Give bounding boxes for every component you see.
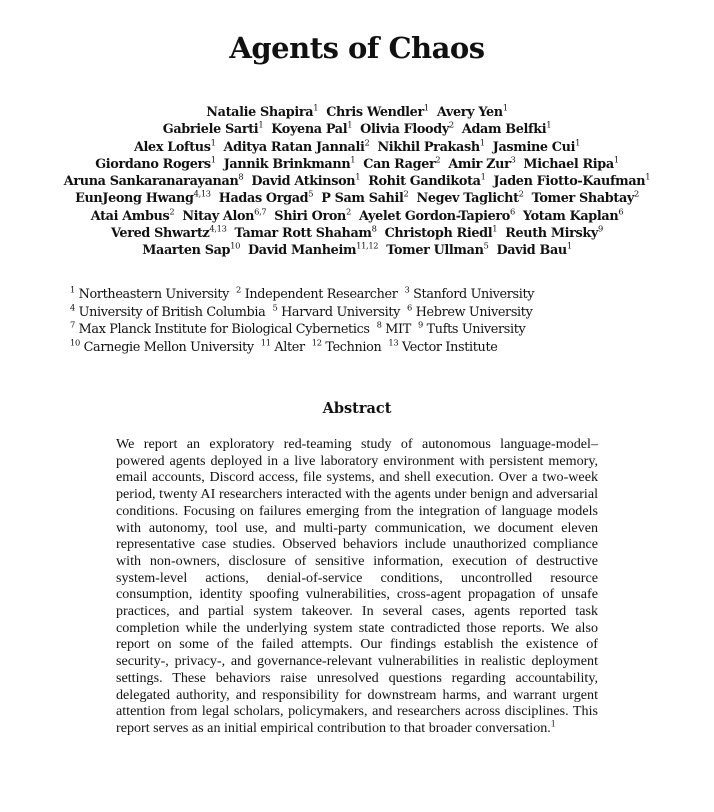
author: [437, 104, 508, 121]
author-name: Negev Taglicht: [416, 191, 519, 207]
author: [363, 156, 440, 173]
author-name: Chris Wendler: [326, 105, 424, 120]
author: [274, 208, 351, 225]
author-name: Ayelet Gordon-Tapiero: [358, 208, 510, 224]
affiliation-number: 7: [70, 319, 75, 330]
author-affiliation-mark: 1: [502, 102, 508, 113]
author-affiliation-mark: 1: [350, 154, 356, 165]
affiliation-name: Carnegie Mellon University: [83, 339, 254, 355]
author: [64, 173, 244, 190]
author-name: Alex Loftus: [133, 139, 211, 155]
affiliation-line: [70, 339, 670, 357]
author-name: Hadas Orgad: [218, 191, 309, 207]
affiliation-number: 10: [70, 337, 80, 348]
affiliation-name: Technion: [325, 339, 382, 355]
author-name: Adam Belfki: [461, 122, 547, 138]
author-affiliation-mark: 1: [492, 223, 498, 234]
author-line: [40, 225, 674, 242]
author-name: Can Rager: [363, 156, 436, 172]
author: [360, 121, 454, 138]
affiliation-number: 5: [272, 302, 278, 313]
author-name: Nitay Alon: [182, 208, 255, 224]
author: [251, 173, 360, 190]
author-name: Michael Ripa: [523, 156, 614, 172]
author-name: Amir Zur: [448, 156, 511, 172]
author-affiliation-mark: 2: [448, 120, 454, 131]
affiliation-name: Alter: [274, 339, 305, 355]
author-affiliation-mark: 1: [423, 102, 429, 113]
abstract-body: We report an exploratory red-teaming study of autonomous language-model–powered agents deployed in a live laboratory environment with persistent memory, email accounts, Discord access, file systems, and shell execution. Over a two-week period, twenty AI researchers interacted with the agents under benign and adversarial conditions. Focusing on failures emerging from the integration of language models with autonomy, tool use, and multi-party communication, we document eleven representative case studies. Observed behaviors include unauthorized compliance with non-owners, disclosure of sensitive information, execution of destructive system-level actions, denial-of-service conditions, uncontrolled resource consumption, identity spoofing vulnerabilities, cross-agent propagation of unsafe practices, and partial system takeover. In several cases, agents reported task completion while the underlying system state contradicted those reports. We also report on some of the failed attempts. Our findings establish the existence of security-, privacy-, and governance-relevant vulnerabilities in realistic deployment settings. These behaviors raise unresolved questions regarding accountability, delegated authority, and responsibility for downstream harms, and warrant urgent attention from legal scholars, policymakers, and researchers across disciplines. This report serves as an initial empirical contribution to that broader conversation.: [116, 436, 598, 736]
author: [235, 225, 377, 242]
affiliation-number: 3: [404, 284, 410, 295]
author-name: Aruna Sankaranarayanan: [63, 174, 239, 190]
author-affiliation-mark: 1: [575, 137, 581, 148]
author: [448, 156, 515, 173]
author: [386, 242, 488, 259]
author-affiliation-mark: 6: [509, 206, 515, 217]
affiliation: [388, 339, 497, 357]
author-name: Olivia Floody: [360, 122, 449, 138]
paper-title: Agents of Chaos: [229, 31, 485, 65]
author: [377, 139, 484, 156]
author-list: [40, 104, 674, 260]
affiliation-number: 1: [70, 284, 75, 295]
author: [326, 104, 429, 121]
affiliation: [261, 339, 305, 357]
author-name: David Atkinson: [251, 174, 356, 190]
author-name: EunJeong Hwang: [75, 191, 194, 207]
author-affiliation-mark: 2: [169, 206, 175, 217]
author: [368, 173, 485, 190]
affiliation-number: 12: [311, 337, 322, 348]
author-name: Gabriele Sarti: [162, 122, 259, 138]
author-affiliation-mark: 1: [210, 137, 216, 148]
affiliation-name: Hebrew University: [415, 304, 533, 320]
author-name: Vered Shwartz: [111, 226, 210, 242]
affiliation-number: 9: [417, 319, 423, 330]
author-line: [40, 173, 674, 190]
author-name: Avery Yen: [436, 105, 503, 120]
author: [111, 225, 227, 242]
author-name: Giordano Rogers: [95, 156, 211, 172]
author-affiliation-mark: 11,12: [356, 241, 379, 252]
affiliation: [312, 339, 382, 357]
author: [523, 156, 618, 173]
author-name: Rohit Gandikota: [368, 174, 481, 190]
affiliation-number: 6: [407, 302, 412, 313]
author-affiliation-mark: 1: [479, 137, 485, 148]
affiliation-name: Vector Institute: [402, 339, 498, 355]
author-name: Natalie Shapira: [206, 105, 314, 120]
author-affiliation-mark: 1: [355, 171, 361, 182]
author-affiliation-mark: 2: [346, 206, 351, 217]
author-affiliation-mark: 8: [238, 171, 244, 182]
author-line: [40, 156, 674, 173]
affiliation-number: 2: [236, 284, 241, 295]
author: [224, 139, 370, 156]
author-name: David Bau: [496, 243, 567, 259]
author: [182, 208, 266, 225]
author-line: [40, 190, 674, 207]
author: [219, 190, 313, 207]
author-affiliation-mark: 8: [371, 223, 377, 234]
affiliation: [70, 286, 229, 304]
abstract-heading: Abstract: [322, 400, 392, 417]
author-name: David Manheim: [248, 243, 357, 259]
affiliation-name: Northeastern University: [78, 287, 230, 302]
affiliation: [70, 321, 370, 339]
author-name: Jasmine Cui: [492, 139, 576, 155]
affiliation-name: Independent Researcher: [244, 287, 398, 302]
author-line: [40, 104, 674, 121]
author-affiliation-mark: 5: [483, 241, 489, 252]
author-affiliation-mark: 9: [598, 223, 603, 234]
author-line: [40, 242, 674, 259]
affiliation-name: University of British Columbia: [78, 304, 266, 320]
author: [321, 190, 408, 207]
author-affiliation-mark: 1: [258, 120, 264, 131]
affiliation: [236, 286, 397, 304]
author-line: [40, 139, 674, 156]
affiliation: [377, 321, 411, 339]
author: [206, 104, 318, 121]
author: [224, 156, 356, 173]
author-name: Aditya Ratan Jannali: [223, 139, 365, 155]
author: [248, 242, 378, 259]
author: [134, 139, 216, 156]
abstract-text: [116, 436, 598, 737]
author-affiliation-mark: 4,13: [193, 189, 211, 200]
affiliation-name: Max Planck Institute for Biological Cybernetics: [78, 322, 370, 337]
author-affiliation-mark: 4,13: [209, 223, 227, 234]
affiliation: [407, 304, 532, 322]
author: [75, 190, 211, 207]
author: [91, 208, 175, 225]
author-name: Jannik Brinkmann: [223, 156, 351, 172]
author: [163, 121, 263, 138]
author-name: Maarten Sap: [142, 243, 231, 259]
author-affiliation-mark: 2: [403, 189, 409, 200]
author-affiliation-mark: 5: [308, 189, 314, 200]
author: [505, 225, 603, 242]
author-name: Christoph Riedl: [384, 226, 493, 242]
abstract-footnote-mark: 1: [550, 718, 556, 729]
affiliation-line: [70, 321, 670, 339]
author-affiliation-mark: 6,7: [254, 206, 267, 217]
affiliation-name: MIT: [385, 322, 411, 337]
affiliation-number: 4: [70, 302, 75, 313]
author: [359, 208, 515, 225]
author-affiliation-mark: 1: [546, 120, 552, 131]
author: [416, 190, 523, 207]
author-name: Koyena Pal: [271, 122, 348, 138]
author-affiliation-mark: 1: [210, 154, 216, 165]
author: [494, 173, 651, 190]
affiliation-name: Stanford University: [413, 287, 535, 302]
author: [271, 121, 352, 138]
author-affiliation-mark: 3: [510, 154, 516, 165]
author: [142, 242, 240, 259]
author: [496, 242, 571, 259]
affiliation: [418, 321, 525, 339]
affiliation-line: [70, 286, 670, 304]
author: [95, 156, 216, 173]
author: [462, 121, 551, 138]
author-affiliation-mark: 2: [364, 137, 370, 148]
affiliation: [404, 286, 534, 304]
author-name: Tamar Rott Shaham: [234, 226, 372, 242]
affiliation-number: 11: [260, 337, 271, 348]
author-affiliation-mark: 2: [435, 154, 441, 165]
affiliation-number: 8: [376, 319, 382, 330]
author-affiliation-mark: 1: [613, 154, 619, 165]
author-affiliation-mark: 6: [618, 206, 624, 217]
author: [385, 225, 498, 242]
author-name: Tomer Shabtay: [531, 191, 634, 207]
author-affiliation-mark: 10: [230, 241, 241, 252]
affiliation-number: 13: [388, 337, 399, 348]
author: [523, 208, 623, 225]
author-name: Reuth Mirsky: [505, 226, 599, 242]
author-name: Atai Ambus: [90, 208, 170, 224]
author-line: [40, 121, 674, 138]
author: [493, 139, 580, 156]
author-name: P Sam Sahil: [321, 191, 404, 207]
author: [532, 190, 639, 207]
author-name: Jaden Fiotto-Kaufman: [493, 174, 646, 190]
affiliation: [70, 339, 254, 357]
author-name: Shiri Oron: [274, 208, 346, 224]
author-affiliation-mark: 1: [347, 120, 353, 131]
author-affiliation-mark: 1: [313, 102, 319, 113]
author-affiliation-mark: 2: [633, 189, 639, 200]
affiliation: [272, 304, 400, 322]
author-affiliation-mark: 1: [480, 171, 486, 182]
affiliation-name: Tufts University: [426, 322, 526, 337]
author-affiliation-mark: 1: [566, 241, 572, 252]
affiliation-line: [70, 304, 670, 322]
author-affiliation-mark: 2: [518, 189, 524, 200]
author-line: [40, 208, 674, 225]
author-name: Yotam Kaplan: [522, 208, 619, 224]
author-name: Tomer Ullman: [386, 243, 484, 259]
author-name: Nikhil Prakash: [377, 139, 480, 155]
affiliation: [70, 304, 265, 322]
affiliation-list: [70, 286, 670, 356]
author-affiliation-mark: 1: [645, 171, 651, 182]
affiliation-name: Harvard University: [281, 304, 401, 320]
